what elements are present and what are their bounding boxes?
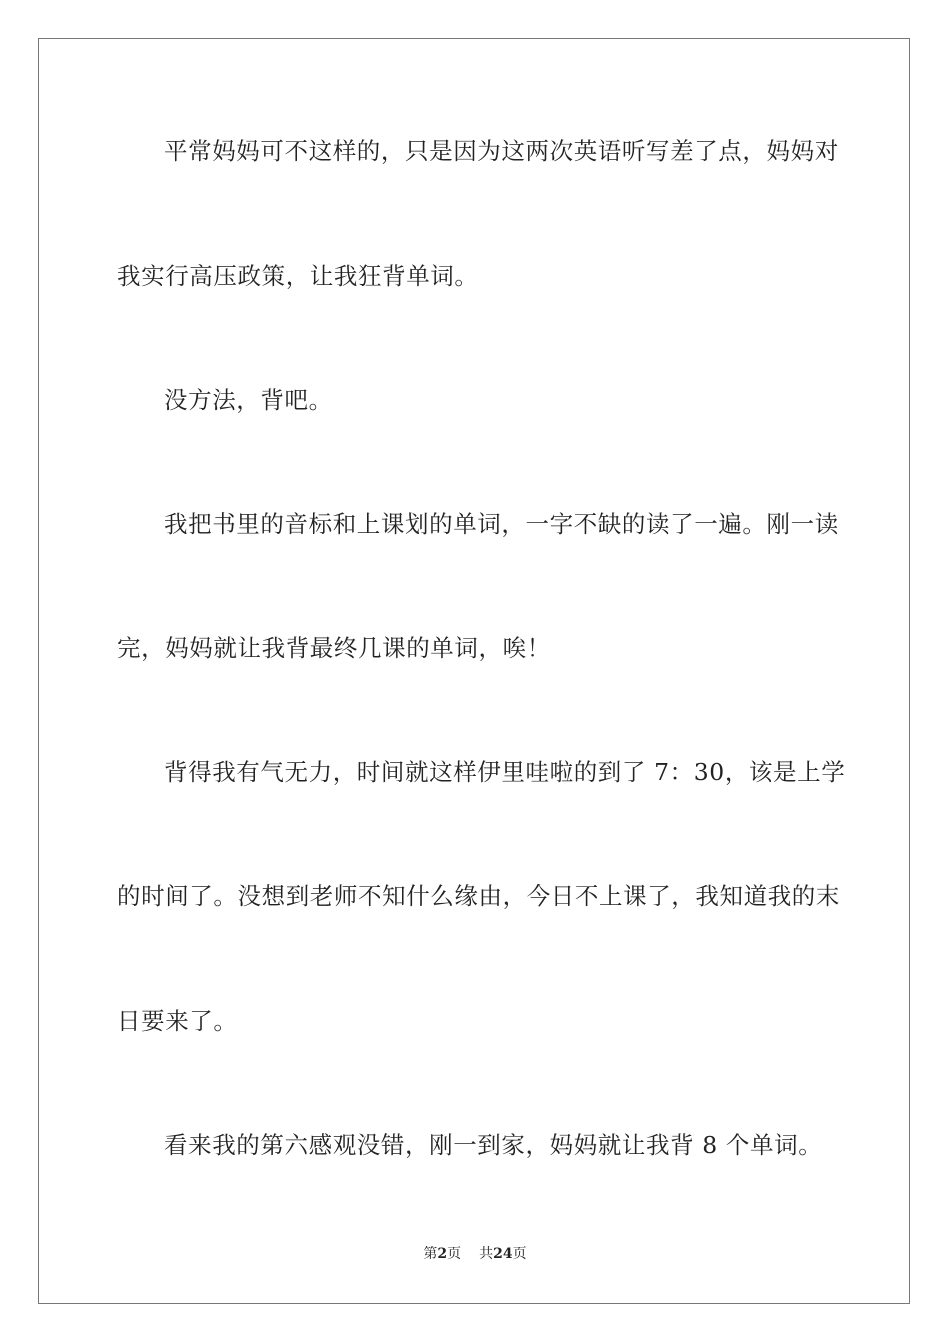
paragraph-line: 的时间了。没想到老师不知什么缘由，今日不上课了，我知道我的末 bbox=[117, 882, 840, 910]
paragraph-line: 日要来了。 bbox=[117, 1007, 238, 1035]
page-footer bbox=[0, 1244, 950, 1264]
page-border bbox=[38, 38, 910, 1304]
page-suffix: 页 bbox=[447, 1246, 462, 1262]
paragraph-line: 看来我的第六感观没错，刚一到家，妈妈就让我背 8 个单词。 bbox=[164, 1131, 823, 1159]
page-number: 2 bbox=[437, 1246, 448, 1262]
page-prefix: 第 bbox=[423, 1246, 438, 1262]
paragraph-line: 背得我有气无力，时间就这样伊里哇啦的到了 7：30，该是上学 bbox=[164, 758, 846, 786]
total-prefix: 共 bbox=[479, 1246, 494, 1262]
paragraph-line: 我把书里的音标和上课划的单词，一字不缺的读了一遍。刚一读 bbox=[164, 510, 839, 538]
paragraph-line: 完，妈妈就让我背最终几课的单词，唉！ bbox=[117, 634, 551, 662]
total-pages: 24 bbox=[493, 1246, 513, 1262]
total-suffix: 页 bbox=[512, 1246, 527, 1262]
paragraph-line: 我实行高压政策，让我狂背单词。 bbox=[117, 262, 479, 290]
paragraph-line: 没方法，背吧。 bbox=[164, 386, 333, 414]
paragraph-line: 平常妈妈可不这样的，只是因为这两次英语听写差了点，妈妈对 bbox=[164, 137, 839, 165]
